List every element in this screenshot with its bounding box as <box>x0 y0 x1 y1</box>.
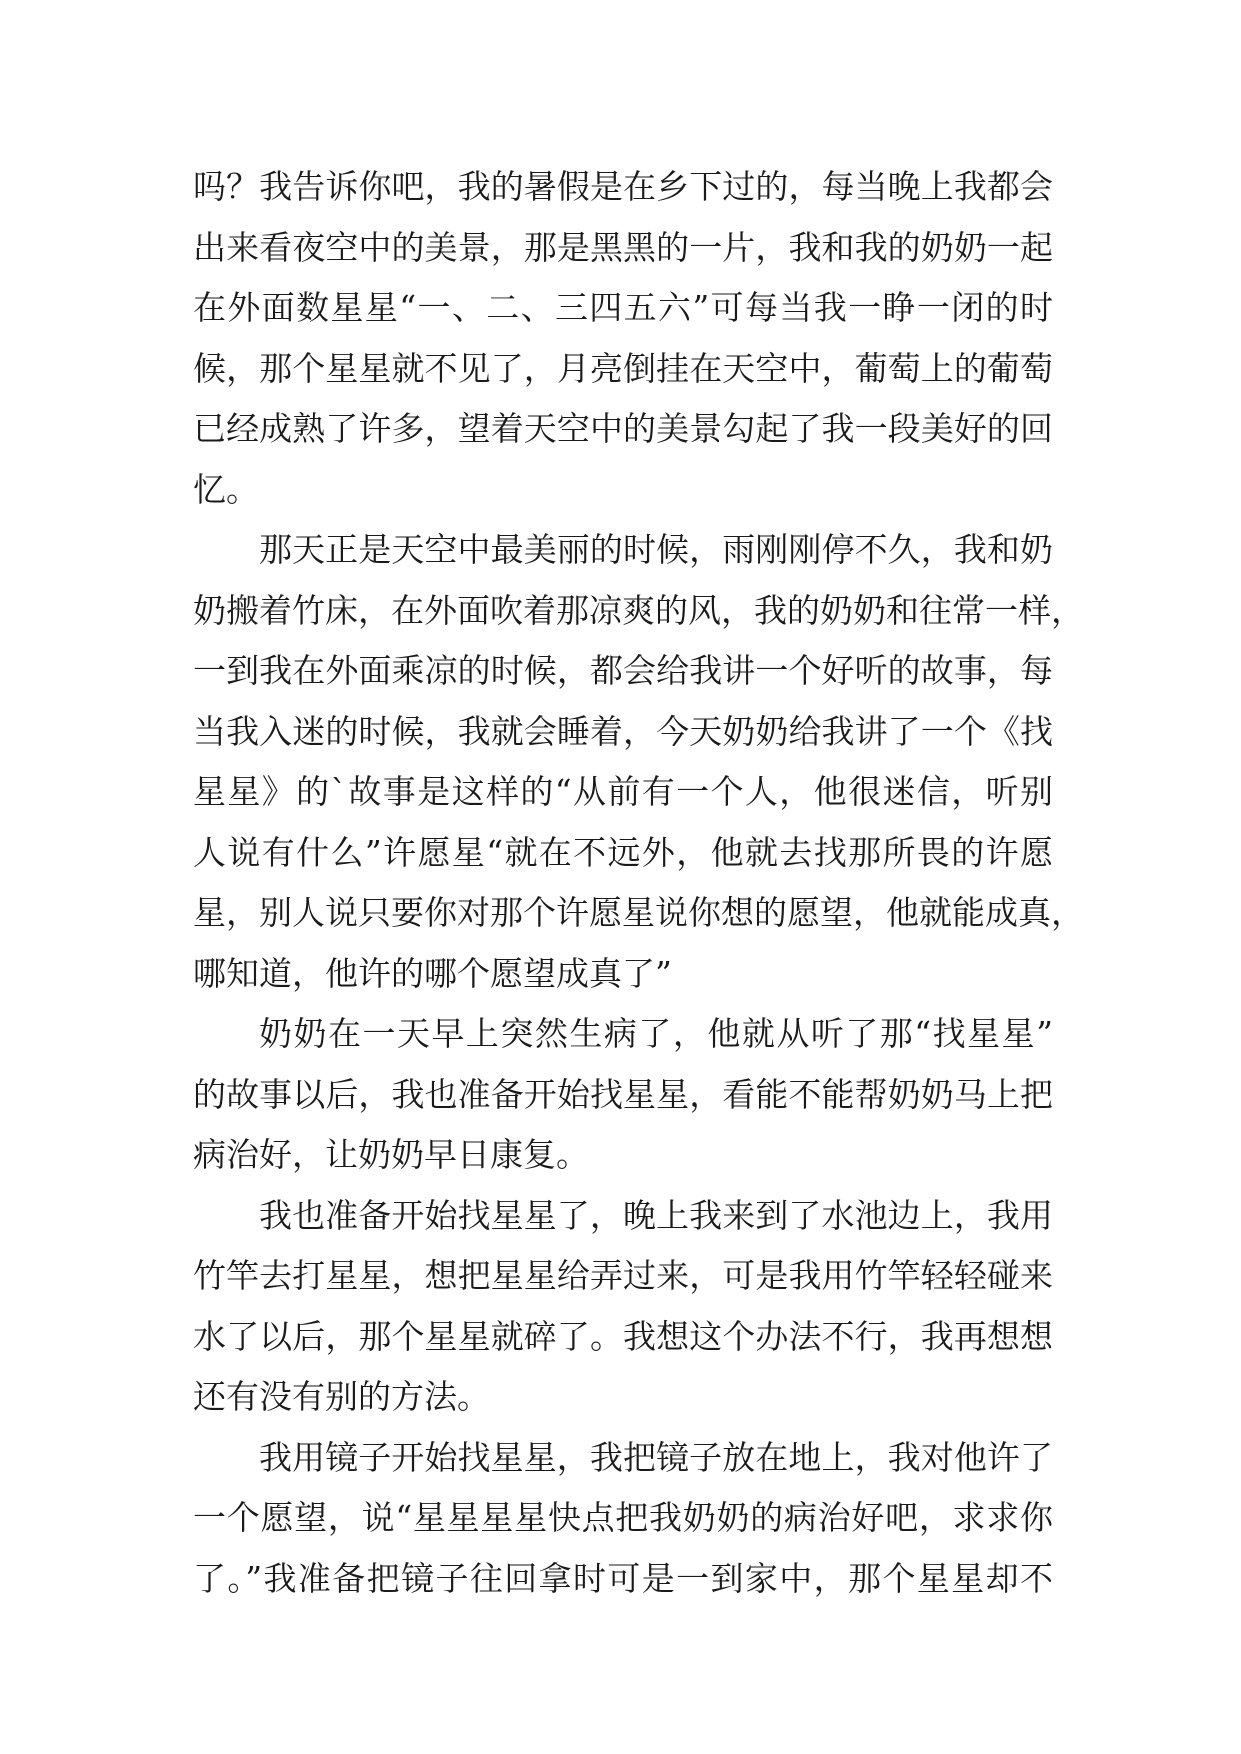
text-line: 水了以后，那个星星就碎了。我想这个办法不行，我再想想 <box>193 1316 1053 1356</box>
paragraph <box>193 1004 1053 1186</box>
text-line: 竹竿去打星星，想把星星给弄过来，可是我用竹竿轻轻碰来 <box>193 1256 1053 1295</box>
paragraph <box>193 1186 1053 1428</box>
text-line: 一个愿望，说“星星星星快点把我奶奶的病治好吧，求求你 <box>193 1498 1053 1537</box>
text-line: 那天正是天空中最美丽的时候，雨刚刚停不久，我和奶 <box>259 530 1053 569</box>
text-line: 的故事以后，我也准备开始找星星，看能不能帮奶奶马上把 <box>193 1074 1053 1114</box>
text-line: 星，别人说只要你对那个许愿星说你想的愿望，他就能成真， <box>193 893 1084 932</box>
paragraph <box>193 520 1084 1004</box>
essay-body <box>193 157 1084 1609</box>
text-line: 星星》的`故事是这样的“从前有一个人，他很迷信，听别 <box>193 772 1053 811</box>
text-line: 忆。 <box>193 469 259 509</box>
text-line: 候，那个星星就不见了，月亮倒挂在天空中，葡萄上的葡萄 <box>193 348 1053 388</box>
text-line: 了。”我准备把镜子往回拿时可是一到家中，那个星星却不 <box>193 1558 1053 1598</box>
text-line: 还有没有别的方法。 <box>193 1377 490 1416</box>
paragraph <box>193 157 1053 520</box>
paragraph <box>193 1428 1053 1610</box>
text-line: 当我入迷的时候，我就会睡着，今天奶奶给我讲了一个《找 <box>193 711 1053 751</box>
text-line: 哪知道，他许的哪个愿望成真了” <box>193 953 672 993</box>
text-line: 出来看夜空中的美景，那是黑黑的一片，我和我的奶奶一起 <box>193 227 1053 267</box>
text-line: 病治好，让奶奶早日康复。 <box>193 1135 589 1174</box>
text-line: 人说有什么”许愿星“就在不远外，他就去找那所畏的许愿 <box>193 832 1053 872</box>
text-line: 一到我在外面乘凉的时候，都会给我讲一个好听的故事，每 <box>193 651 1053 690</box>
text-line: 在外面数星星“一、二、三四五六”可每当我一睁一闭的时 <box>193 288 1053 327</box>
text-line: 奶奶在一天早上突然生病了，他就从听了那“找星星” <box>259 1014 1053 1053</box>
text-line: 我用镜子开始找星星，我把镜子放在地上，我对他许了 <box>259 1437 1053 1477</box>
text-line: 吗？我告诉你吧，我的暑假是在乡下过的，每当晚上我都会 <box>193 167 1053 206</box>
text-line: 已经成熟了许多，望着天空中的美景勾起了我一段美好的回 <box>193 409 1053 448</box>
text-line: 奶搬着竹床，在外面吹着那凉爽的风，我的奶奶和往常一样， <box>193 590 1084 630</box>
text-line: 我也准备开始找星星了，晚上我来到了水池边上，我用 <box>259 1195 1053 1235</box>
